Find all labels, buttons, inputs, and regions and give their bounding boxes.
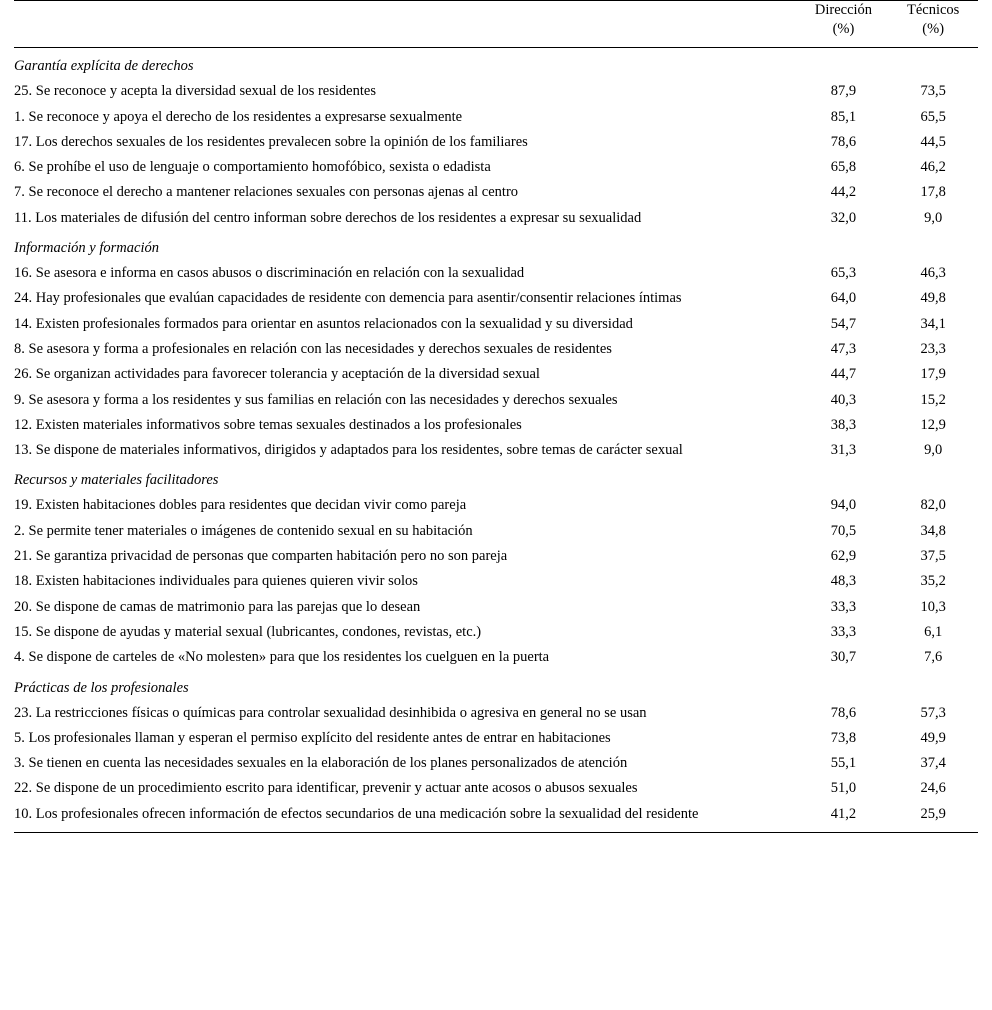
item-tecnicos-value: 7,6 (924, 649, 943, 666)
table-row (14, 154, 978, 179)
results-table (14, 0, 978, 833)
item-tecnicos-value: 25,9 (920, 805, 946, 822)
item-tecnicos-value: 23,3 (920, 340, 946, 357)
table-row (14, 437, 978, 462)
header-direccion-title: Dirección (814, 2, 873, 18)
item-label-cell (14, 568, 799, 593)
section-title-cell (14, 230, 978, 260)
item-tecnicos-value: 73,5 (920, 83, 946, 100)
item-label: 21. Se garantiza privacidad de personas que comparten habitación pero no son pareja (14, 548, 508, 565)
table-row (14, 750, 978, 775)
table-row (14, 412, 978, 437)
table-row (14, 104, 978, 129)
item-tecnicos-value: 57,3 (920, 704, 946, 721)
item-tecnicos-value: 37,4 (920, 755, 946, 772)
item-label: 2. Se permite tener materiales o imágenes de contenido sexual en su habitación (14, 522, 473, 539)
header-cell-label (14, 1, 799, 46)
item-label: 19. Existen habitaciones dobles para residentes que decidan vivir como pareja (14, 497, 467, 514)
item-label: 20. Se dispone de camas de matrimonio para las parejas que lo desean (14, 598, 421, 615)
item-label-cell (14, 285, 799, 310)
item-label-cell (14, 543, 799, 568)
table-body (14, 48, 978, 833)
section-header-row (14, 230, 978, 260)
item-direccion-value: 78,6 (830, 704, 857, 721)
item-direccion-value: 31,3 (830, 442, 857, 459)
table-row (14, 311, 978, 336)
table-row (14, 801, 978, 826)
section-title-cell (14, 670, 978, 700)
item-tecnicos-value: 24,6 (920, 780, 946, 797)
item-direccion-value: 30,7 (830, 649, 857, 666)
item-label-cell (14, 437, 799, 462)
item-tecnicos-value: 10,3 (920, 598, 946, 615)
bottom-rule-left (14, 826, 799, 833)
header-direccion-unit: (%) (832, 21, 855, 38)
item-label-cell (14, 78, 799, 103)
item-label-cell (14, 260, 799, 285)
item-direccion-value: 54,7 (830, 315, 857, 332)
item-tecnicos-value: 17,9 (920, 366, 946, 383)
item-label: 13. Se dispone de materiales informativos, dirigidos y adaptados para los residentes, sobre temas de carácter sexual (14, 442, 683, 459)
item-label: 3. Se tienen en cuenta las necesidades sexuales en la elaboración de los planes personalizados de atención (14, 755, 628, 772)
section-title: Garantía explícita de derechos (14, 58, 194, 75)
item-label: 16. Se asesora e informa en casos abusos o discriminación en relación con la sexualidad (14, 265, 525, 282)
item-label: 23. La restricciones físicas o químicas para controlar sexualidad desinhibida o agresiva en general no se usan (14, 704, 647, 721)
section-header-row (14, 462, 978, 492)
table-row (14, 336, 978, 361)
item-direccion-value: 64,0 (830, 290, 857, 307)
item-direccion-value: 51,0 (830, 780, 857, 797)
item-label: 5. Los profesionales llaman y esperan el permiso explícito del residente antes de entrar en habitaciones (14, 729, 611, 746)
item-direccion-value: 62,9 (830, 548, 857, 565)
item-direccion-value: 70,5 (830, 522, 857, 539)
item-label: 25. Se reconoce y acepta la diversidad sexual de los residentes (14, 83, 376, 100)
item-label-cell (14, 492, 799, 517)
item-label-cell (14, 775, 799, 800)
table-row (14, 725, 978, 750)
header-cell-direccion (799, 1, 889, 46)
item-tecnicos-value: 34,8 (920, 522, 946, 539)
item-direccion-value: 55,1 (830, 755, 857, 772)
table-bottom-rule-row (14, 826, 978, 833)
item-direccion-value: 94,0 (830, 497, 857, 514)
item-direccion-value: 73,8 (830, 729, 857, 746)
section-header-row (14, 48, 978, 79)
item-direccion-value: 65,8 (830, 159, 857, 176)
item-tecnicos-value: 46,3 (920, 265, 946, 282)
table-row (14, 260, 978, 285)
table-row (14, 285, 978, 310)
item-label: 18. Existen habitaciones individuales para quienes quieren vivir solos (14, 573, 418, 590)
item-label: 26. Se organizan actividades para favorecer tolerancia y aceptación de la diversidad sexual (14, 366, 540, 383)
table-row (14, 619, 978, 644)
table-row (14, 700, 978, 725)
item-label: 24. Hay profesionales que evalúan capacidades de residente con demencia para asentir/consentir relaciones íntimas (14, 290, 682, 307)
item-direccion-value: 85,1 (830, 108, 857, 125)
table-row (14, 387, 978, 412)
item-label: 9. Se asesora y forma a los residentes y sus familias en relación con las necesidades y derechos sexuales (14, 391, 618, 408)
item-direccion-value: 38,3 (830, 416, 857, 433)
item-tecnicos-value: 17,8 (920, 184, 946, 201)
table-row (14, 361, 978, 386)
item-label: 10. Los profesionales ofrecen información de efectos secundarios de una medicación sobre la sexualidad del residente (14, 805, 699, 822)
table-row (14, 179, 978, 204)
item-tecnicos-value: 46,2 (920, 159, 946, 176)
item-tecnicos-value: 9,0 (924, 442, 943, 459)
table-row (14, 644, 978, 669)
table-header (14, 1, 978, 48)
item-label-cell (14, 311, 799, 336)
section-title: Información y formación (14, 240, 159, 257)
item-direccion-value: 48,3 (830, 573, 857, 590)
table-row (14, 594, 978, 619)
header-tecnicos-unit: (%) (922, 21, 945, 38)
section-header-row (14, 670, 978, 700)
item-label-cell (14, 518, 799, 543)
table-row (14, 518, 978, 543)
item-label: 17. Los derechos sexuales de los residentes prevalecen sobre la opinión de los familiares (14, 133, 528, 150)
item-label-cell (14, 594, 799, 619)
table-row (14, 78, 978, 103)
item-label-cell (14, 412, 799, 437)
item-tecnicos-value: 37,5 (920, 548, 946, 565)
item-direccion-value: 41,2 (830, 805, 857, 822)
item-label-cell (14, 801, 799, 826)
header-tecnicos-title: Técnicos (906, 2, 960, 18)
item-label-cell (14, 129, 799, 154)
item-tecnicos-value: 82,0 (920, 497, 946, 514)
item-direccion-value: 47,3 (830, 340, 857, 357)
item-label: 4. Se dispone de carteles de «No molesten» para que los residentes los cuelguen en la puerta (14, 649, 550, 666)
item-direccion-value: 44,7 (830, 366, 857, 383)
table-header-row (14, 1, 978, 46)
section-title: Prácticas de los profesionales (14, 679, 189, 696)
item-tecnicos-value: 9,0 (924, 209, 943, 226)
item-label-cell (14, 205, 799, 230)
item-direccion-value: 33,3 (830, 623, 857, 640)
item-direccion-value: 33,3 (830, 598, 857, 615)
item-tecnicos-value: 12,9 (920, 416, 946, 433)
item-direccion-value: 65,3 (830, 265, 857, 282)
item-label: 7. Se reconoce el derecho a mantener relaciones sexuales con personas ajenas al centro (14, 184, 519, 201)
section-title-cell (14, 462, 978, 492)
item-tecnicos-value: 34,1 (920, 315, 946, 332)
item-tecnicos-value: 49,9 (920, 729, 946, 746)
item-tecnicos-value: 35,2 (920, 573, 946, 590)
item-label-cell (14, 336, 799, 361)
item-direccion-value: 78,6 (830, 133, 857, 150)
item-label-cell (14, 700, 799, 725)
item-label-cell (14, 644, 799, 669)
item-label-cell (14, 361, 799, 386)
item-tecnicos-value: 65,5 (920, 108, 946, 125)
item-label: 6. Se prohíbe el uso de lenguaje o comportamiento homofóbico, sexista o edadista (14, 159, 491, 176)
table-row (14, 775, 978, 800)
item-tecnicos-value: 15,2 (920, 391, 946, 408)
item-label-cell (14, 619, 799, 644)
item-label: 14. Existen profesionales formados para orientar en asuntos relacionados con la sexualidad y su diversidad (14, 315, 633, 332)
table-row (14, 492, 978, 517)
item-label: 1. Se reconoce y apoya el derecho de los residentes a expresarse sexualmente (14, 108, 463, 125)
item-label: 12. Existen materiales informativos sobre temas sexuales destinados a los profesionales (14, 416, 522, 433)
item-label: 22. Se dispone de un procedimiento escrito para identificar, prevenir y actuar ante acosos o abusos sexuales (14, 780, 638, 797)
item-tecnicos-value: 44,5 (920, 133, 946, 150)
item-label: 8. Se asesora y forma a profesionales en relación con las necesidades y derechos sexuales de residentes (14, 340, 612, 357)
table-row (14, 568, 978, 593)
table-row (14, 543, 978, 568)
item-label-cell (14, 154, 799, 179)
bottom-rule-right (888, 826, 978, 833)
bottom-rule-mid (799, 826, 889, 833)
section-title: Recursos y materiales facilitadores (14, 472, 219, 489)
item-direccion-value: 87,9 (830, 83, 857, 100)
item-direccion-value: 44,2 (830, 184, 857, 201)
item-label: 11. Los materiales de difusión del centro informan sobre derechos de los residentes a expresar su sexualidad (14, 209, 642, 226)
table-row (14, 205, 978, 230)
item-label-cell (14, 179, 799, 204)
item-label-cell (14, 387, 799, 412)
header-cell-tecnicos (888, 1, 978, 46)
item-tecnicos-value: 6,1 (924, 623, 943, 640)
item-direccion-value: 40,3 (830, 391, 857, 408)
section-title-cell (14, 48, 978, 79)
item-label-cell (14, 725, 799, 750)
item-label: 15. Se dispone de ayudas y material sexual (lubricantes, condones, revistas, etc.) (14, 623, 482, 640)
item-tecnicos-value: 49,8 (920, 290, 946, 307)
item-label-cell (14, 750, 799, 775)
item-label-cell (14, 104, 799, 129)
item-direccion-value: 32,0 (830, 209, 857, 226)
table-row (14, 129, 978, 154)
